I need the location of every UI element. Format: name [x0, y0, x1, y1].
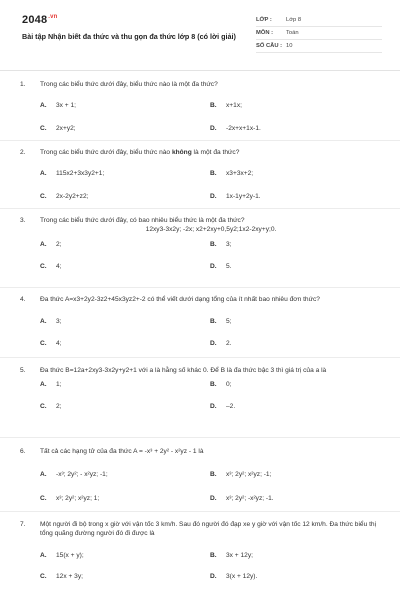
option-label: A. — [40, 102, 47, 109]
option-text: 2x+y2; — [56, 125, 76, 132]
options — [20, 538, 382, 578]
option-a[interactable] — [40, 470, 108, 479]
option-label: A. — [40, 381, 47, 388]
option-b[interactable] — [210, 101, 242, 110]
meta-key: LỚP : — [256, 17, 272, 23]
option-text: 115x2+3x3y2+1; — [56, 170, 105, 177]
question-divider — [0, 208, 400, 209]
question-text-emphasis: không — [171, 149, 192, 156]
option-label: D. — [210, 340, 217, 347]
option-label: B. — [210, 318, 217, 325]
option-a[interactable] — [40, 240, 62, 249]
options — [20, 234, 382, 274]
option-d[interactable] — [210, 339, 232, 348]
option-text: x³; 2y²; x²yz; 1; — [56, 495, 100, 502]
option-d[interactable] — [210, 402, 235, 411]
option-label: D. — [210, 125, 217, 132]
option-label: A. — [40, 241, 47, 248]
logo-suffix: .vn — [48, 14, 58, 20]
option-label: B. — [210, 241, 217, 248]
question-divider — [0, 511, 400, 512]
option-b[interactable] — [210, 470, 271, 479]
option-text: 1x-1y+2y-1. — [226, 193, 261, 200]
options — [20, 456, 382, 502]
meta-value: Lớp 8 — [286, 17, 302, 23]
question-text: Một người đi bộ trong x giờ với vận tốc 3 km/h. Sau đó người đó đạp xe y giờ với vận tốc 12 km/h. Đa thức biểu thị tổng quãng đường người đó đi được là — [40, 521, 377, 537]
question-number: 5. — [20, 367, 26, 374]
option-a[interactable] — [40, 169, 104, 178]
option-label: B. — [210, 170, 217, 177]
option-label: D. — [210, 263, 217, 270]
option-text: 3; — [226, 241, 232, 248]
option-label: A. — [40, 552, 47, 559]
question-divider — [0, 437, 400, 438]
question-text: Trong các biểu thức dưới đây, có bao nhiêu biểu thức là một đa thức? — [40, 217, 245, 224]
question-3 — [20, 216, 382, 274]
option-d[interactable] — [210, 124, 261, 133]
question-text: Đa thức B=12a+2xy3-3x2y+y2+1 với a là hằng số khác 0. Để B là đa thức bậc 3 thì giá trị của a là — [40, 367, 327, 374]
option-c[interactable] — [40, 262, 62, 271]
question-2 — [20, 148, 382, 200]
option-d[interactable] — [210, 192, 261, 201]
meta-key: MÔN : — [256, 30, 274, 36]
option-text: x3+3x+2; — [226, 170, 254, 177]
question-text: Tất cả các hạng tử của đa thức A = -x³ + 2y² - x²yz - 1 là — [40, 448, 204, 455]
option-label: B. — [210, 381, 217, 388]
option-text: x³; 2y²; x²yz; -1; — [226, 471, 272, 478]
question-divider — [0, 140, 400, 141]
option-label: A. — [40, 170, 47, 177]
meta-row-count — [256, 40, 382, 53]
options — [20, 304, 382, 347]
options — [20, 89, 382, 132]
question-number: 1. — [20, 81, 26, 88]
question-text: Đa thức A=x3+2y2-3z2+45x3yz2+-2 có thể viết dưới dạng tổng của ít nhất bao nhiêu đơn thức? — [40, 296, 320, 303]
option-c[interactable] — [40, 339, 62, 348]
option-a[interactable] — [40, 101, 76, 110]
meta-row-grade — [256, 14, 382, 27]
question-number: 4. — [20, 296, 26, 303]
question-text-before: Trong các biểu thức dưới đây, biểu thức nào — [40, 149, 172, 156]
option-label: D. — [210, 573, 217, 580]
question-5 — [20, 366, 382, 415]
option-text: 4; — [56, 263, 62, 270]
question-number: 2. — [20, 149, 26, 156]
option-label: C. — [40, 403, 47, 410]
document-header — [0, 0, 400, 72]
option-text: 0; — [226, 381, 232, 388]
option-text: -2x+x+1x-1. — [226, 125, 261, 132]
option-label: B. — [210, 552, 217, 559]
option-text: –2. — [226, 403, 236, 410]
meta-value: 10 — [286, 43, 293, 49]
header-divider — [0, 70, 400, 71]
option-label: C. — [40, 263, 47, 270]
question-number: 6. — [20, 448, 26, 455]
option-label: D. — [210, 403, 217, 410]
option-label: C. — [40, 125, 47, 132]
question-7 — [20, 520, 382, 578]
option-label: B. — [210, 471, 217, 478]
meta-value: Toán — [286, 30, 299, 36]
document-title: Bài tập Nhận biết đa thức và thu gọn đa thức lớp 8 (có lời giải) — [22, 32, 236, 41]
question-divider — [0, 357, 400, 358]
meta-key: SỐ CÂU : — [256, 43, 283, 49]
option-text: x³; 2y²; -x²yz; -1. — [226, 495, 274, 502]
question-number: 3. — [20, 217, 26, 224]
option-b[interactable] — [210, 551, 253, 560]
option-text: 2; — [56, 241, 62, 248]
option-c[interactable] — [40, 494, 99, 503]
option-b[interactable] — [210, 317, 232, 326]
option-a[interactable] — [40, 317, 62, 326]
logo-number: 2048 — [22, 14, 48, 26]
option-label: B. — [210, 102, 217, 109]
option-c[interactable] — [40, 402, 62, 411]
option-a[interactable] — [40, 380, 62, 389]
question-text — [40, 148, 382, 157]
option-label: C. — [40, 573, 47, 580]
option-b[interactable] — [210, 380, 232, 389]
option-text: -x³; 2y²; - x²yz; -1; — [56, 471, 108, 478]
option-label: C. — [40, 193, 47, 200]
question-6 — [20, 447, 382, 502]
question-divider — [0, 287, 400, 288]
option-text: 5; — [226, 318, 232, 325]
option-label: A. — [40, 318, 47, 325]
question-text-after: là một đa thức? — [191, 149, 240, 156]
site-logo[interactable] — [22, 14, 58, 26]
option-text: 3; — [56, 318, 62, 325]
option-b[interactable] — [210, 240, 232, 249]
option-text: 2; — [56, 403, 62, 410]
option-text: x+1x; — [226, 102, 242, 109]
option-label: D. — [210, 193, 217, 200]
meta-row-subject — [256, 27, 382, 40]
question-1 — [20, 80, 382, 132]
option-b[interactable] — [210, 169, 253, 178]
options — [20, 375, 382, 415]
option-text: 5. — [226, 263, 232, 270]
option-text: 4; — [56, 340, 62, 347]
option-text: 3x + 1; — [56, 102, 76, 109]
option-d[interactable] — [210, 494, 274, 503]
option-c[interactable] — [40, 192, 88, 201]
options — [20, 157, 382, 200]
option-text: 2. — [226, 340, 232, 347]
option-a[interactable] — [40, 551, 84, 560]
option-text: 12x + 3y; — [56, 573, 83, 580]
option-label: D. — [210, 495, 217, 502]
option-c[interactable] — [40, 572, 83, 581]
option-label: A. — [40, 471, 47, 478]
option-text: 15(x + y); — [56, 552, 84, 559]
option-text: 1; — [56, 381, 62, 388]
question-4 — [20, 295, 382, 347]
question-text: Trong các biểu thức dưới đây, biểu thức nào là một đa thức? — [40, 81, 218, 88]
option-text: 2x-2y2+z2; — [56, 193, 89, 200]
document-meta — [256, 14, 382, 53]
option-c[interactable] — [40, 124, 76, 133]
option-text: 3x + 12y; — [226, 552, 253, 559]
option-d[interactable] — [210, 262, 232, 271]
option-label: C. — [40, 495, 47, 502]
option-d[interactable] — [210, 572, 257, 581]
option-text: 3(x + 12y). — [226, 573, 258, 580]
question-number: 7. — [20, 521, 26, 528]
option-label: C. — [40, 340, 47, 347]
question-expression: 12xy3-3x2y; -2x; x2+2xy+0,5y2;1x2-2xy+y;0. — [145, 226, 277, 233]
